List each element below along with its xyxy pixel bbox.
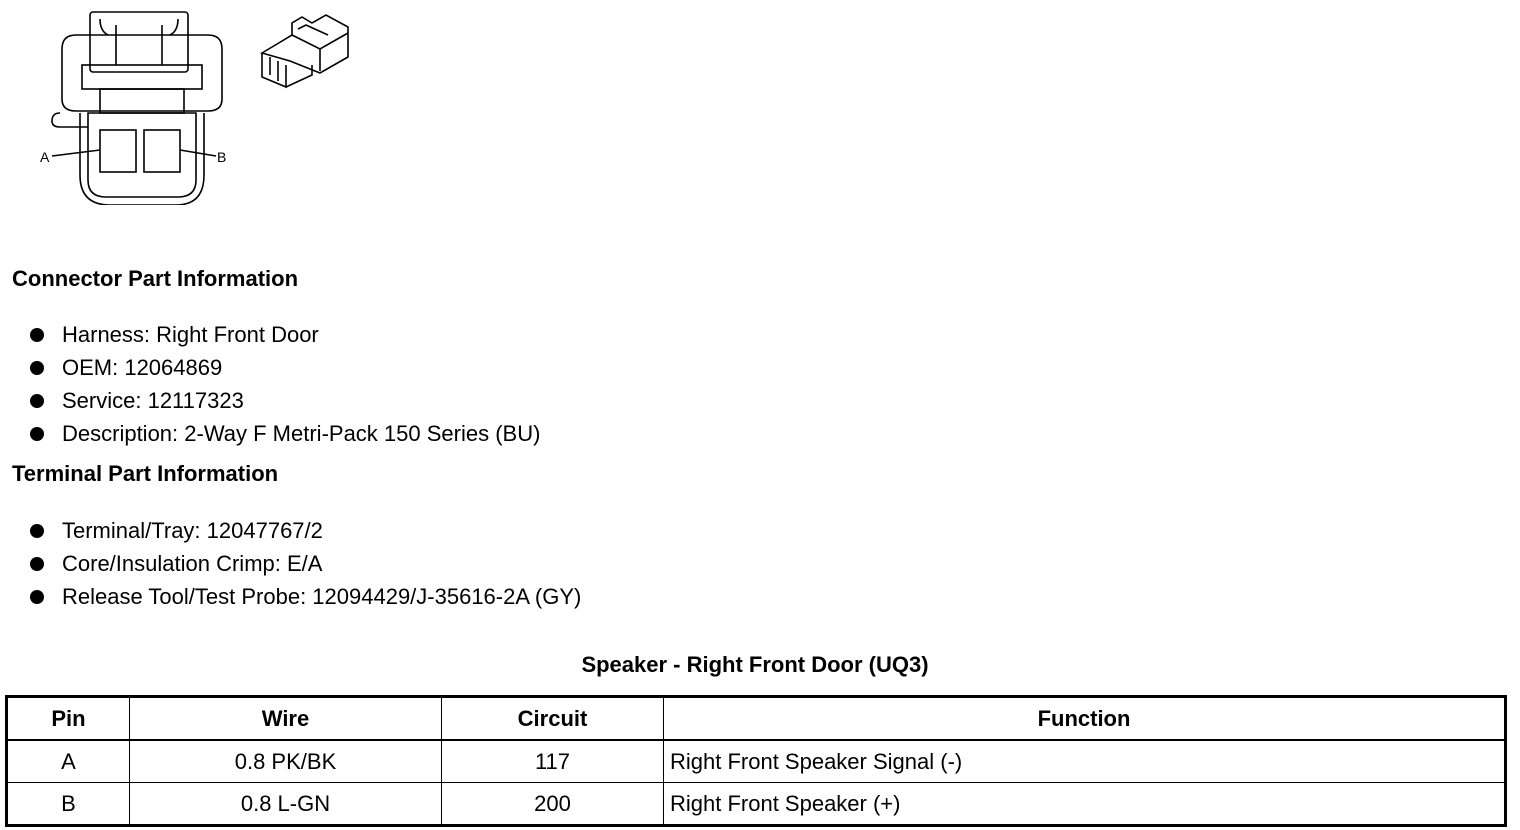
connector-section-title: Connector Part Information — [12, 266, 299, 291]
list-item: Description: 2-Way F Metri-Pack 150 Series (BU) — [30, 417, 540, 450]
header-function: Function — [664, 697, 1506, 741]
cell-wire: 0.8 L-GN — [130, 783, 442, 826]
header-circuit: Circuit — [442, 697, 664, 741]
cell-pin: A — [7, 740, 130, 783]
pin-label-b: B — [217, 149, 227, 165]
terminal-section-title: Terminal Part Information — [12, 461, 279, 486]
bullet-icon — [30, 328, 44, 342]
terminal-info-list — [30, 514, 581, 613]
bullet-icon — [30, 524, 44, 538]
cell-function: Right Front Speaker (+) — [664, 783, 1506, 826]
bullet-icon — [30, 427, 44, 441]
list-item: Release Tool/Test Probe: 12094429/J-35616-2A (GY) — [30, 580, 581, 613]
table-row — [7, 783, 1506, 826]
bullet-icon — [30, 361, 44, 375]
connector-info-list — [30, 318, 540, 450]
table-header-row — [7, 697, 1506, 741]
header-wire: Wire — [130, 697, 442, 741]
table-caption: Speaker - Right Front Door (UQ3) — [581, 652, 929, 677]
bullet-icon — [30, 590, 44, 604]
bullet-icon — [30, 557, 44, 571]
cell-pin: B — [7, 783, 130, 826]
header-pin: Pin — [7, 697, 130, 741]
cell-circuit: 200 — [442, 783, 664, 826]
cell-wire: 0.8 PK/BK — [130, 740, 442, 783]
list-item: Terminal/Tray: 12047767/2 — [30, 514, 581, 547]
bullet-icon — [30, 394, 44, 408]
table-row — [7, 740, 1506, 783]
list-item: Harness: Right Front Door — [30, 318, 540, 351]
cell-function: Right Front Speaker Signal (-) — [664, 740, 1506, 783]
list-item: Service: 12117323 — [30, 384, 540, 417]
pin-label-a: A — [40, 149, 50, 165]
list-item: Core/Insulation Crimp: E/A — [30, 547, 581, 580]
connector-illustration — [30, 5, 370, 205]
pinout-table — [5, 695, 1507, 827]
cell-circuit: 117 — [442, 740, 664, 783]
list-item: OEM: 12064869 — [30, 351, 540, 384]
